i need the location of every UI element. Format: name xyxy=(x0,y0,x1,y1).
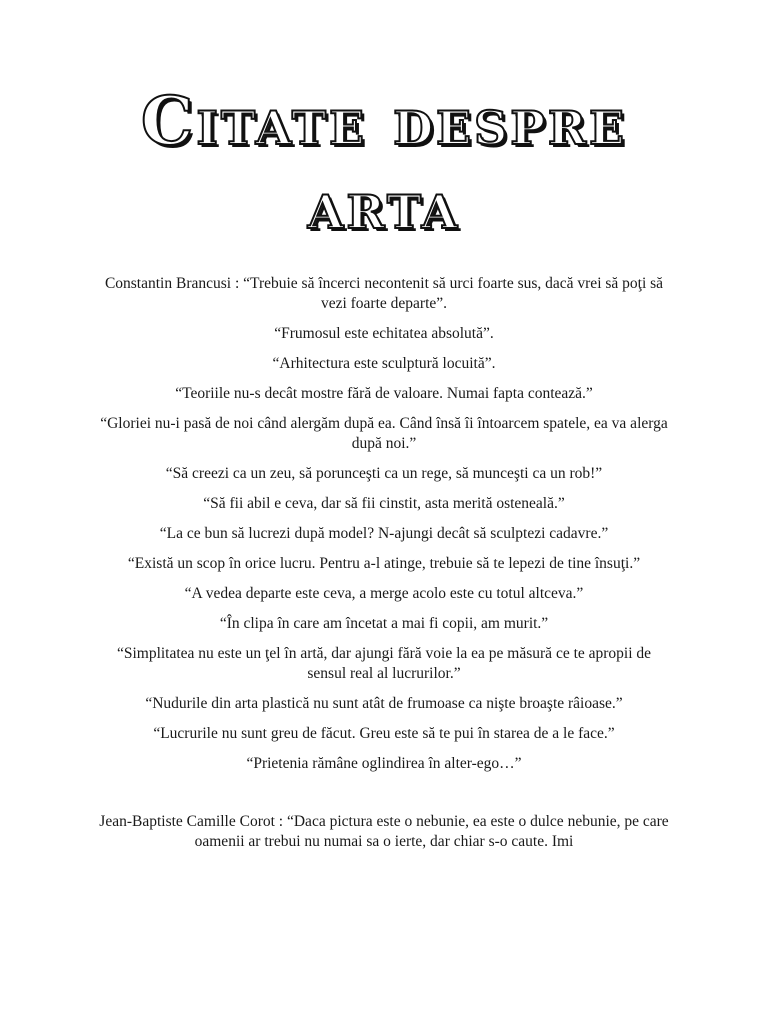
quotes-body xyxy=(98,274,670,862)
page-title-line-1: Citate despre xyxy=(140,82,628,160)
quote-paragraph: Jean-Baptiste Camille Corot : “Daca pictura este o nebunie, ea este o dulce nebunie, pe care oamenii ar trebui nu numai sa o ierte, dar chiar s-o caute. Imi xyxy=(99,813,669,850)
quote-paragraph: “Nudurile din arta plastică nu sunt atât de frumoase ca nişte broaşte râioase.” xyxy=(145,695,623,712)
quote-paragraph: “Arhitectura este sculptură locuită”. xyxy=(272,355,496,372)
quote-paragraph: “Simplitatea nu este un ţel în artă, dar ajungi fără voie la ea pe măsură ce te apropii de sensul real al lucrurilor.” xyxy=(116,645,652,682)
quote-paragraph: “A vedea departe este ceva, a merge acolo este cu totul altceva.” xyxy=(184,585,584,602)
quote-paragraph: “Prietenia rămâne oglindirea în alter-ego…” xyxy=(246,755,522,772)
quote-paragraph: “Să fii abil e ceva, dar să fii cinstit, asta merită osteneală.” xyxy=(203,495,565,512)
quote-paragraph: “Să creezi ca un zeu, să porunceşti ca un rege, să munceşti ca un rob!” xyxy=(165,465,603,482)
page-title-line-2: arta xyxy=(307,166,461,244)
quote-paragraph: “Lucrurile nu sunt greu de făcut. Greu este să te pui în starea de a le face.” xyxy=(153,725,615,742)
quote-paragraph: “Există un scop în orice lucru. Pentru a-l atinge, trebuie să te lepezi de tine însuţi.” xyxy=(127,555,641,572)
quote-paragraph: “Gloriei nu-i pasă de noi când alergăm după ea. Când însă îi întoarcem spatele, ea va alerga după noi.” xyxy=(100,415,668,452)
quote-paragraph: “La ce bun să lucrezi după model? N-ajungi decât să sculptezi cadavre.” xyxy=(159,525,609,542)
quote-paragraph: “Teoriile nu-s decât mostre fără de valoare. Numai fapta contează.” xyxy=(175,385,593,402)
quote-paragraph: Constantin Brancusi : “Trebuie să încerci necontenit să urci foarte sus, dacă vrei să poţi să vezi foarte departe”. xyxy=(104,275,664,312)
quote-paragraph: “Frumosul este echitatea absolută”. xyxy=(274,325,494,342)
quote-paragraph: “În clipa în care am încetat a mai fi copii, am murit.” xyxy=(219,615,549,632)
